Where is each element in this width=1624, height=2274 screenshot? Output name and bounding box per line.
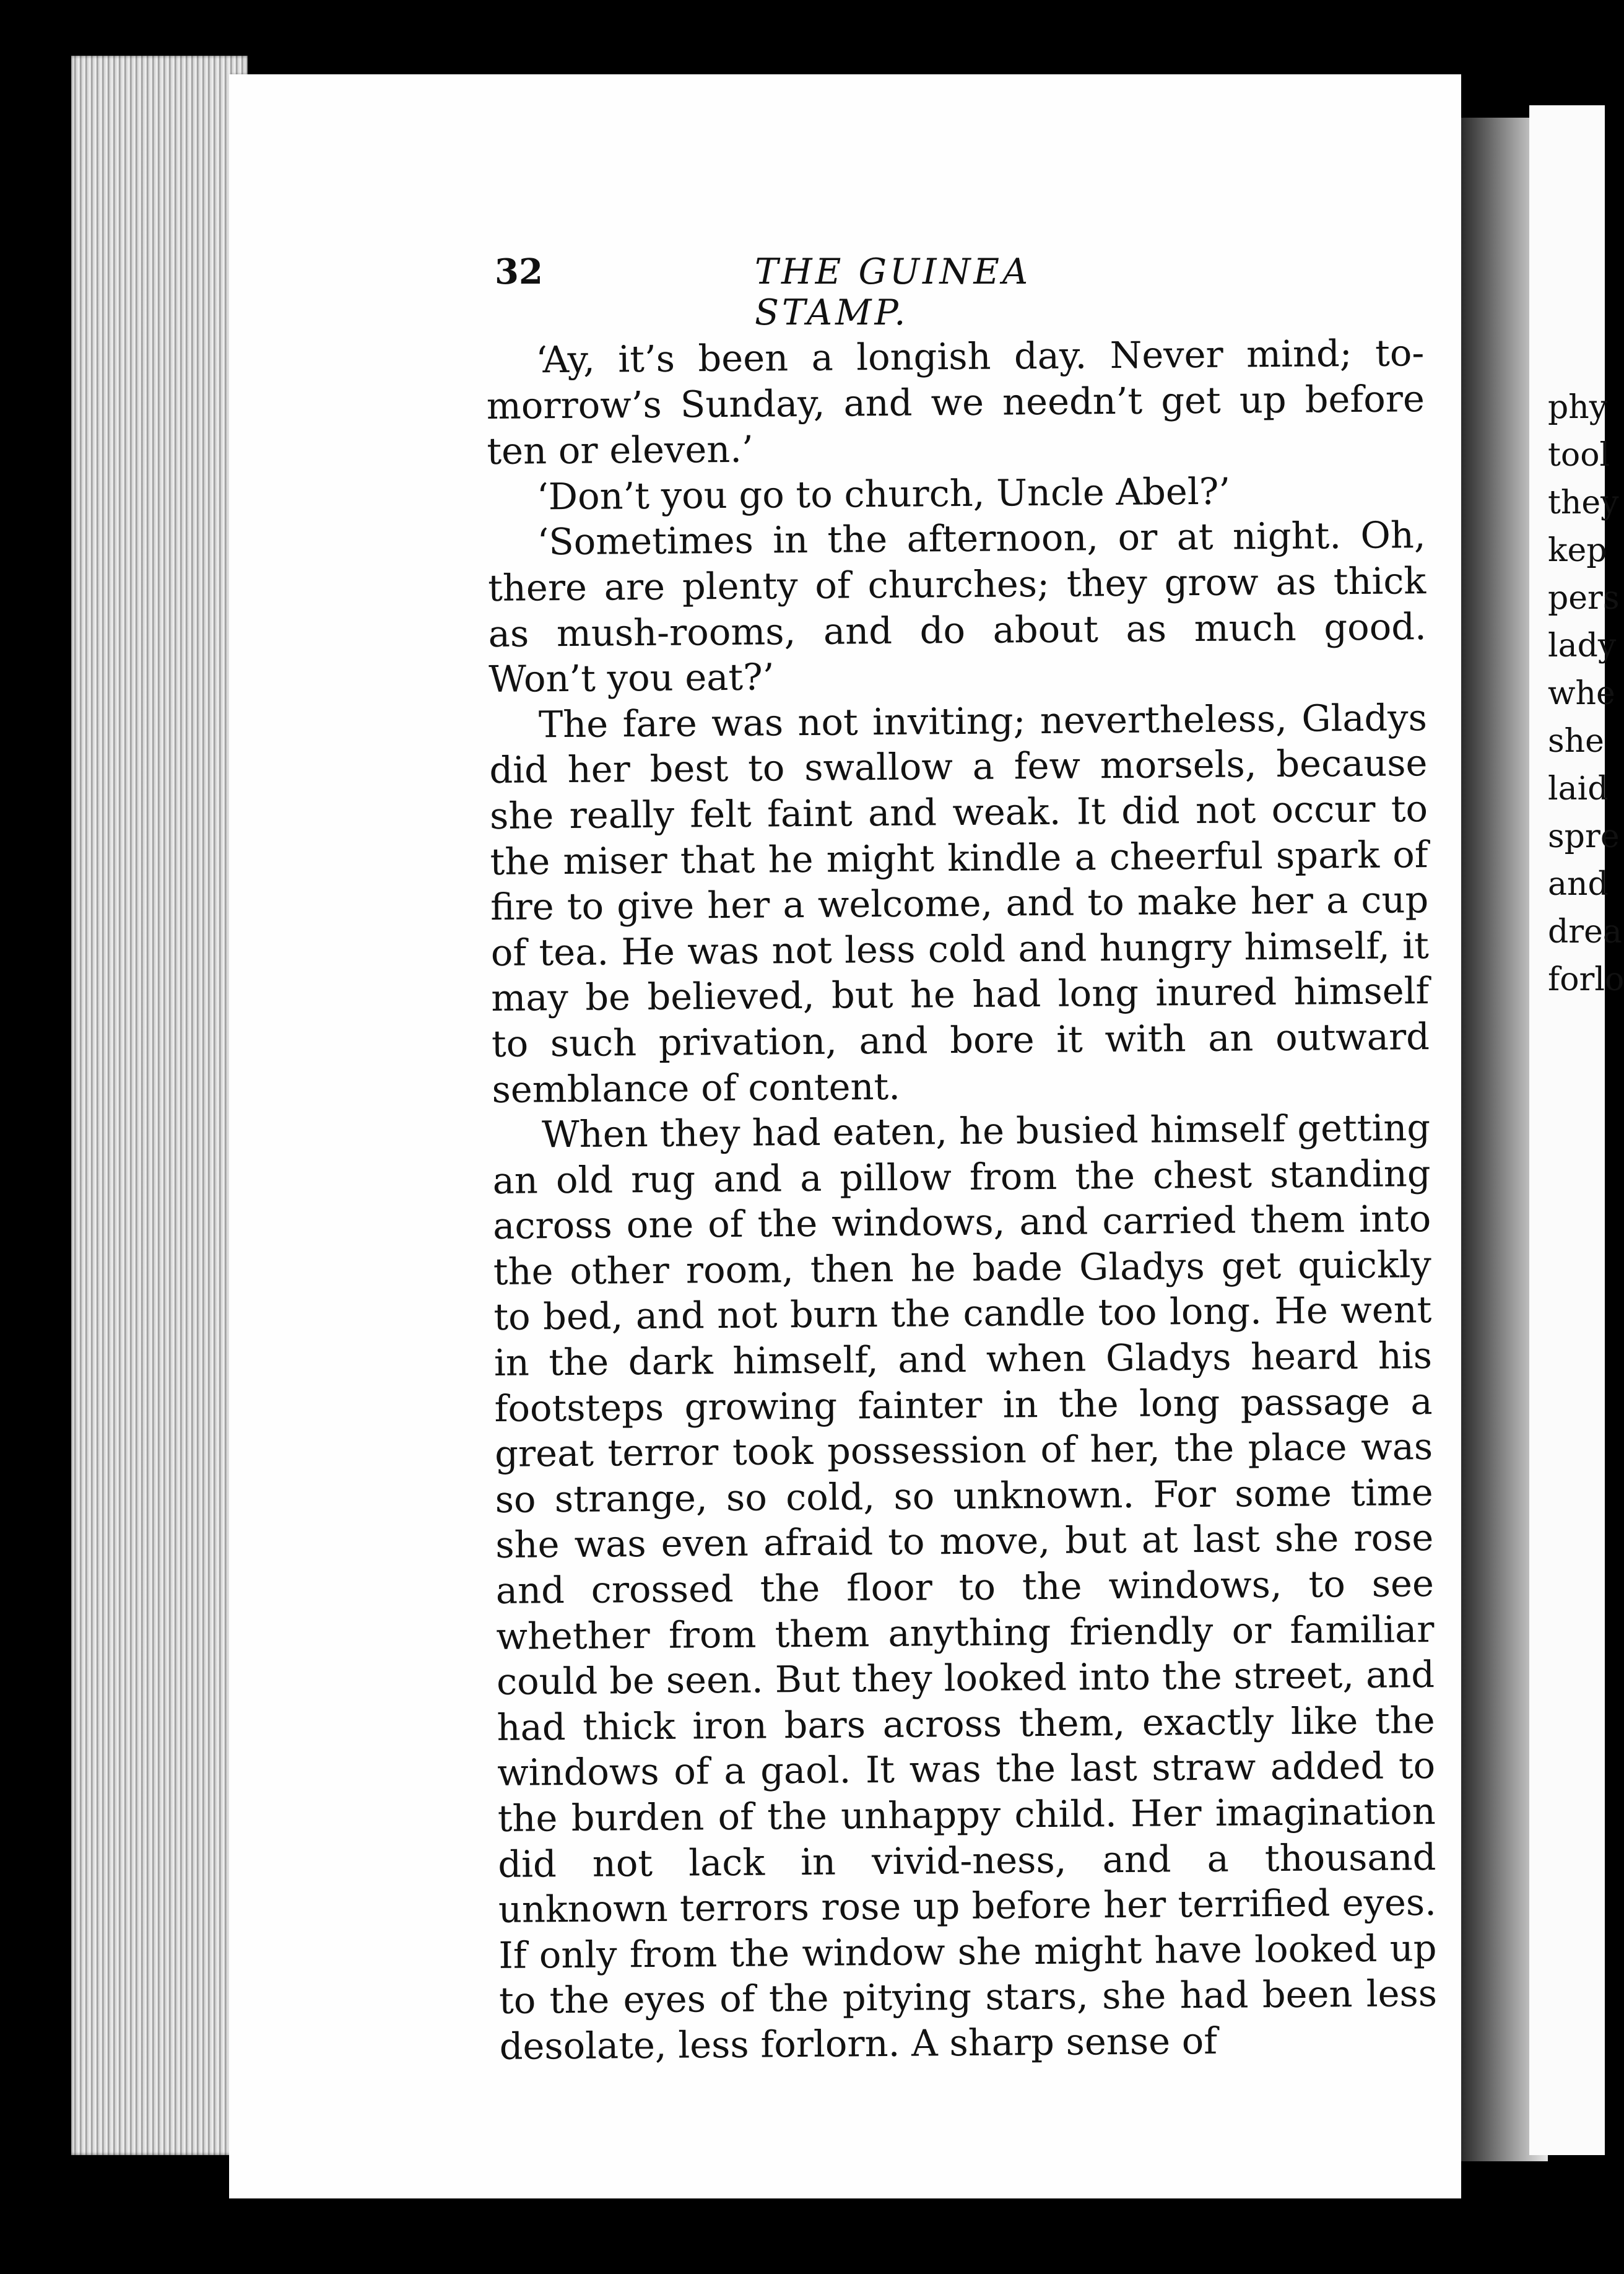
facing-line: phy (1548, 389, 1608, 426)
facing-page-text (1548, 384, 1624, 1004)
facing-line: lady (1548, 627, 1617, 664)
paragraph: When they had eaten, he busied himself getting an old rug and a pillow from the chest standing across one of the windows, and carried them into the other room, then he bade Gladys get quickly to bed, and not burn the candle too long. He went in the dark himself, and when Gladys heard his footsteps growing fainter in the long passage a great terror took possession of her, the place was so strange, so cold, so unknown. For some time she was even afraid to move, but at last she rose and crossed the floor to the windows, to see whether from them anything friendly or familiar could be seen. But they looked into the street, and had thick iron bars across them, exactly like the windows of a gaol. It was the last straw added to the burden of the unhappy child. Her imagination did not lack in vivid-ness, and a thousand unknown terrors rose up before her terrified eyes. If only from the window she might have looked up to the eyes of the pitying stars, she had been less desolate, less forlorn. A sharp sense of (492, 1106, 1438, 2068)
facing-line: whe (1548, 675, 1615, 712)
facing-line: laid (1548, 770, 1609, 808)
body-text (486, 330, 1438, 2069)
paragraph: ‘Don’t you go to church, Uncle Abel?’ (536, 469, 1231, 518)
facing-line: they (1548, 484, 1619, 521)
page-header (495, 248, 1176, 333)
facing-line: and (1548, 866, 1609, 903)
facing-line: pers (1548, 580, 1620, 617)
facing-line: spre (1548, 818, 1620, 855)
running-head: THE GUINEA STAMP. (755, 251, 1031, 333)
paragraph: ‘Ay, it’s been a longish day. Never mind; to-morrow’s Sunday, and we needn’t get up before ten or eleven.’ (486, 331, 1425, 473)
facing-line: kep (1548, 532, 1607, 569)
paragraph: The fare was not inviting; nevertheless, Gladys did her best to swallow a few morsels, because she really felt faint and weak. It did not occur to the miser that he might kindle a cheerful spark of fire to give her a welcome, and to make her a cup of tea. He was not less cold and hungry himself, it may be believed, but he had long inured himself to such privation, and bore it with an outward semblance of content. (489, 695, 1430, 1111)
page-number: 32 (495, 251, 543, 292)
paragraph: ‘Sometimes in the afternoon, or at night. Oh, there are plenty of churches; they grow as thick as mush-rooms, and do about as much good. Won’t you eat?’ (487, 513, 1426, 701)
page-edges (71, 56, 248, 2155)
facing-line: forlo (1548, 961, 1624, 998)
facing-line: she (1548, 723, 1604, 760)
facing-line: drea (1548, 913, 1622, 951)
facing-line: tool (1548, 437, 1610, 474)
